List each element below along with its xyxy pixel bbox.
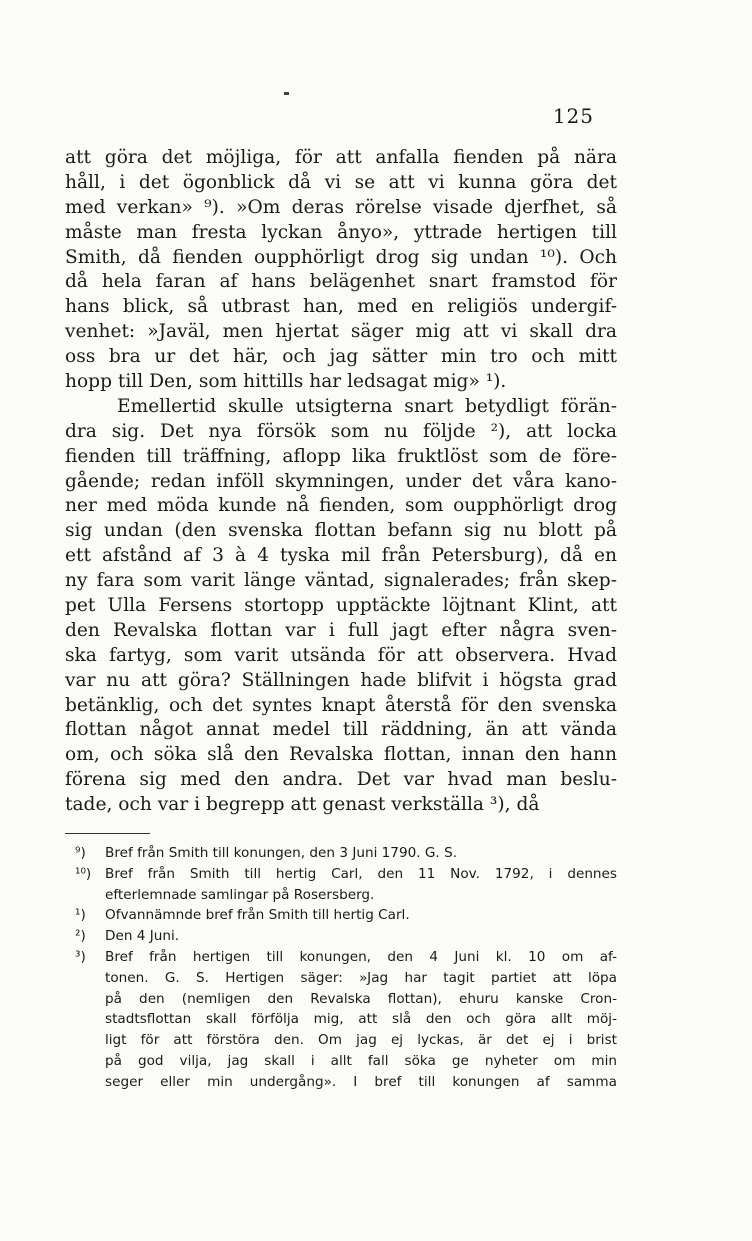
footnote [65,864,617,906]
text-line: sig undan (den svenska flottan befann sig nu blott på [65,520,617,542]
footnote [65,926,617,947]
text-line: flottan något annat medel till räddning, än att vända [65,719,617,741]
text-line: ny fara som varit länge väntad, signalerades; från skep- [65,570,617,592]
footnote-line: Bref från hertigen till konungen, den 4 Juni kl. 10 om af- [105,948,617,965]
text-line: måste man fresta lyckan ånyo», yttrade hertigen till [65,221,617,243]
ink-dash-mark [284,92,289,95]
text-line: hopp till Den, som hittills har ledsagat mig» ¹). [65,371,507,393]
footnote-mark: ¹) [75,907,86,924]
text-line: Smith, då fienden oupphörligt drog sig undan ¹⁰). Och [65,246,617,268]
text-line: med verkan» ⁹). »Om deras rörelse visade djerfhet, så [65,196,617,218]
text-line: förena sig med den andra. Det var hvad man beslu- [65,769,617,791]
footnote-line: Ofvannämnde bref från Smith till hertig Carl. [105,907,410,924]
footnote-line: Bref från Smith till konungen, den 3 Juni 1790. G. S. [105,845,458,861]
body-text [65,146,617,818]
text-line: oss bra ur det här, och jag sätter min tro och mitt [65,346,617,368]
footnote-mark: ²) [75,928,86,945]
text-line: betänklig, och det syntes knapt återstå för den svenska [65,694,617,716]
footnote [65,905,617,926]
text-line: ett afstånd af 3 à 4 tyska mil från Petersburg), då en [65,545,617,567]
text-line: venhet: »Javäl, men hjertat säger mig att vi skall dra [65,321,617,343]
text-line: då hela faran af hans belägenhet snart framstod för [65,271,617,293]
text-line: gående; redan inföll skymningen, under det våra kano- [65,470,617,492]
text-line: fienden till träffning, aflopp lika fruktlöst som de före- [65,445,617,467]
text-line: om, och söka slå den Revalska flottan, innan den hann [65,744,617,766]
text-line: ska fartyg, som varit utsända för att observera. Hvad [65,644,617,666]
footnote-line: Den 4 Juni. [105,928,180,945]
footnotes [65,843,617,1093]
footnote-mark: ¹⁰) [75,865,92,882]
footnote-line: seger eller min undergång». I bref till konungen af samma [105,1073,617,1090]
footnote-line: på den (nemligen den Revalska flottan), ehuru kanske Cron- [105,990,617,1007]
footnote-line: Bref från Smith till hertig Carl, den 11 Nov. 1792, i dennes [105,865,617,882]
text-line: att göra det möjliga, för att anfalla fienden på nära [65,147,617,168]
footnote [65,843,617,864]
footnote-line: på god vilja, jag skall i allt fall söka ge nyheter om min [105,1052,617,1069]
text-line: pet Ulla Fersens stortopp upptäckte löjtnant Klint, att [65,595,617,617]
footnote-line: ligt för att förstöra den. Om jag ej lyckas, är det ej i brist [105,1032,617,1049]
text-line: håll, i det ögonblick då vi se att vi kunna göra det [65,171,617,193]
footnote [65,947,617,1093]
text-line: tade, och var i begrepp att genast verkställa ³), då [65,794,540,816]
text-line: hans blick, så utbrast han, med en religiös undergif- [65,296,617,318]
text-line: var nu att göra? Ställningen hade blifvit i högsta grad [65,669,617,691]
text-line: Emellertid skulle utsigterna snart betydligt förän- [117,395,617,417]
footnote-separator [65,833,150,834]
footnote-mark: ³) [75,948,86,965]
text-line: ner med möda kunde nå fienden, som oupphörligt drog [65,495,617,517]
page-number: 125 [552,104,594,128]
footnote-line: efterlemnade samlingar på Rosersberg. [105,886,375,903]
footnote-line: tonen. G. S. Hertigen säger: »Jag har tagit partiet att löpa [105,969,617,986]
footnote-mark: ⁹) [75,845,86,861]
text-line: den Revalska flottan var i full jagt efter några sven- [65,619,617,641]
footnote-line: stadtsflottan skall förfölja mig, att slå den och göra allt möj- [105,1011,617,1028]
text-line: dra sig. Det nya försök som nu följde ²), att locka [65,420,617,442]
